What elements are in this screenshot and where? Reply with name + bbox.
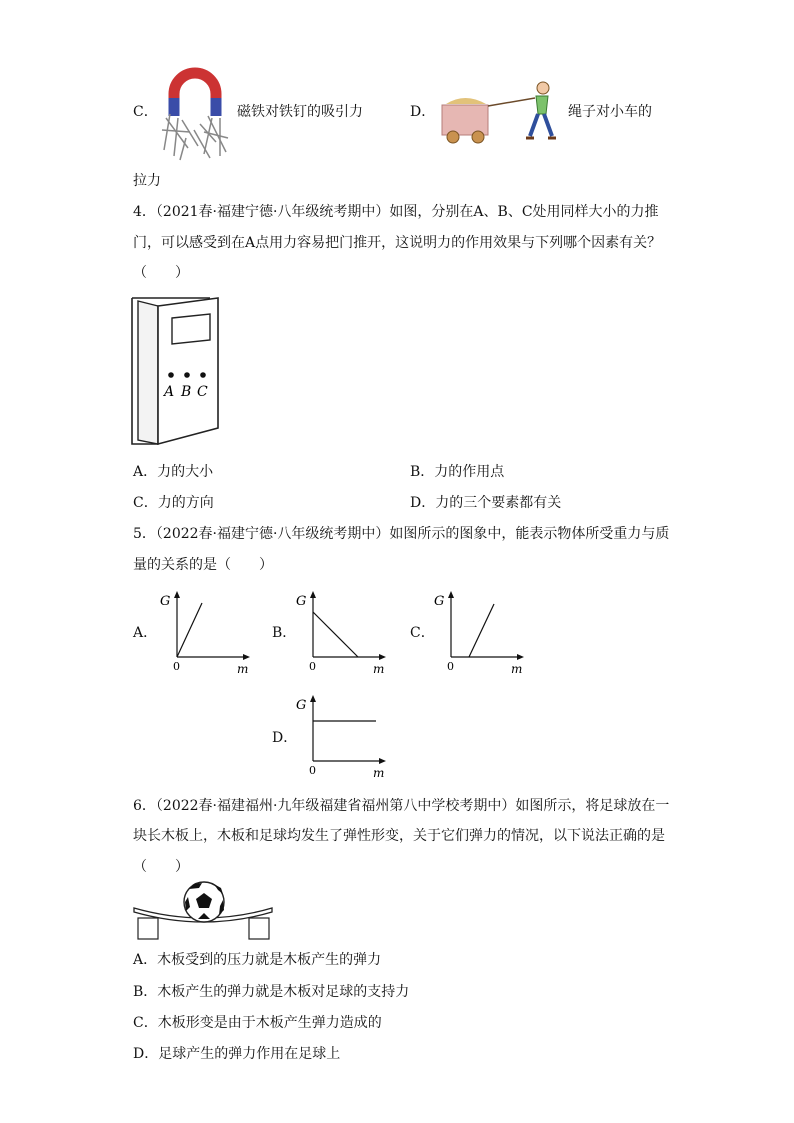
- q5c-x-label: m: [511, 662, 523, 676]
- q3-option-d-text: 绳子对小车的: [568, 104, 652, 120]
- q5a-x-label: m: [237, 662, 249, 676]
- q5b-origin: 0: [309, 660, 316, 673]
- door-figure: [130, 296, 226, 448]
- q5d-y-label: G: [296, 698, 307, 713]
- q5-stem-line2: 量的关系的是（ ）: [133, 557, 273, 573]
- q5-option-b-letter: B．: [272, 625, 297, 641]
- q4-answer-blank: （ ）: [133, 265, 189, 281]
- q5c-origin: 0: [447, 660, 454, 673]
- q3-option-d-letter: D．: [410, 104, 436, 120]
- q4-stem-line2: 门，可以感受到在A点用力容易把门推开，这说明力的作用效果与下列哪个因素有关？: [133, 235, 662, 251]
- q3-option-c-text: 磁铁对铁钉的吸引力: [237, 104, 363, 120]
- q5-option-c-letter: C．: [410, 625, 435, 641]
- q6-option-c: C．木板形变是由于木板产生弹力造成的: [133, 1015, 382, 1031]
- child-pulling-cart-image: [440, 78, 560, 146]
- football-on-board-figure: [132, 880, 277, 944]
- q5d-origin: 0: [309, 764, 316, 777]
- q4-option-c: C．力的方向: [133, 495, 214, 511]
- q5d-x-label: m: [373, 766, 385, 780]
- q5-stem-line1: 5．（2022春·福建宁德·八年级统考期中）如图所示的图象中，能表示物体所受重力与质: [133, 526, 670, 542]
- door-label-c: C: [197, 384, 208, 400]
- q3-wrap-text: 拉力: [133, 173, 161, 189]
- q3-option-c-letter: C．: [133, 104, 158, 120]
- q5-graph-c: [434, 590, 534, 674]
- q5b-x-label: m: [373, 662, 385, 676]
- door-label-b: B: [181, 384, 192, 400]
- q5-graph-a: [160, 590, 260, 674]
- door-label-a: A: [164, 384, 175, 400]
- q5c-y-label: G: [434, 594, 445, 609]
- q5b-y-label: G: [296, 594, 307, 609]
- q6-option-d: D．足球产生的弹力作用在足球上: [133, 1046, 341, 1062]
- q4-option-a: A．力的大小: [133, 464, 214, 480]
- q6-stem-line1: 6．（2022春·福建福州·九年级福建省福州第八中学校考期中）如图所示，将足球放在一: [133, 798, 670, 814]
- q5-option-d-letter: D．: [272, 730, 298, 746]
- q4-stem-line1: 4．（2021春·福建宁德·八年级统考期中）如图，分别在A、B、C处用同样大小的力推: [133, 204, 659, 220]
- q5a-origin: 0: [173, 660, 180, 673]
- q5-graph-b: [296, 590, 396, 674]
- q6-option-a: A．木板受到的压力就是木板产生的弹力: [133, 952, 382, 968]
- q6-answer-blank: （ ）: [133, 859, 189, 875]
- q5-graph-d: [296, 694, 396, 778]
- q6-stem-line2: 块长木板上，木板和足球均发生了弹性形变，关于它们弹力的情况，以下说法正确的是: [133, 828, 665, 844]
- magnet-nails-image: [160, 68, 230, 160]
- q4-option-b: B．力的作用点: [410, 464, 505, 480]
- q6-option-b: B．木板产生的弹力就是木板对足球的支持力: [133, 984, 410, 1000]
- q4-option-d: D．力的三个要素都有关: [410, 495, 562, 511]
- q5-option-a-letter: A．: [133, 625, 158, 641]
- q5a-y-label: G: [160, 594, 171, 609]
